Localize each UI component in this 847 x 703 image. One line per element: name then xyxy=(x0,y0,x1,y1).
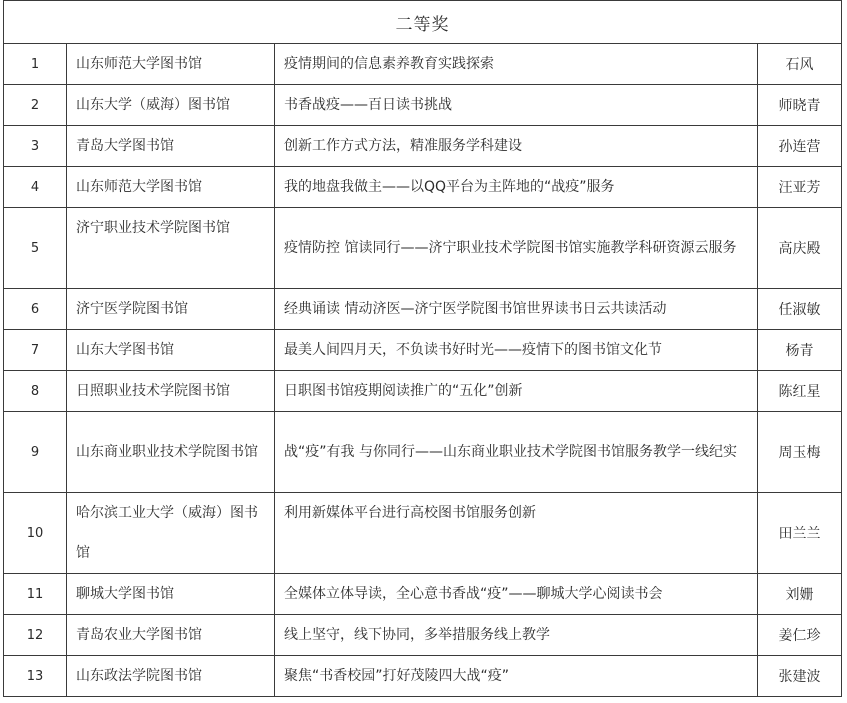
table-row xyxy=(4,615,842,656)
organization-cell: 山东师范大学图书馆 xyxy=(67,167,275,208)
table-row xyxy=(4,330,842,371)
table-title-row xyxy=(4,1,842,44)
row-number: 11 xyxy=(4,574,67,615)
table-row xyxy=(4,574,842,615)
table-row xyxy=(4,656,842,697)
project-cell: 聚焦“书香校园”打好茂陵四大战“疫” xyxy=(275,656,758,697)
award-table xyxy=(3,0,842,697)
organization-cell: 济宁职业技术学院图书馆 xyxy=(67,208,275,289)
project-cell: 疫情期间的信息素养教育实践探索 xyxy=(275,44,758,85)
row-number: 8 xyxy=(4,371,67,412)
project-cell: 疫情防控 馆读同行——济宁职业技术学院图书馆实施教学科研资源云服务 xyxy=(275,208,758,289)
row-number: 13 xyxy=(4,656,67,697)
row-number: 9 xyxy=(4,412,67,493)
organization-cell: 青岛农业大学图书馆 xyxy=(67,615,275,656)
row-number: 6 xyxy=(4,289,67,330)
project-cell: 利用新媒体平台进行高校图书馆服务创新 xyxy=(275,493,758,574)
project-cell: 我的地盘我做主——以QQ平台为主阵地的“战疫”服务 xyxy=(275,167,758,208)
project-cell: 最美人间四月天，不负读书好时光——疫情下的图书馆文化节 xyxy=(275,330,758,371)
table-row xyxy=(4,412,842,493)
row-number: 7 xyxy=(4,330,67,371)
organization-cell: 山东商业职业技术学院图书馆 xyxy=(67,412,275,493)
organization-cell: 济宁医学院图书馆 xyxy=(67,289,275,330)
project-cell: 创新工作方式方法，精准服务学科建设 xyxy=(275,126,758,167)
table-row xyxy=(4,371,842,412)
table-row xyxy=(4,167,842,208)
person-cell: 高庆殿 xyxy=(758,208,842,289)
person-cell: 陈红星 xyxy=(758,371,842,412)
person-cell: 杨青 xyxy=(758,330,842,371)
organization-cell: 哈尔滨工业大学（威海）图书馆 xyxy=(67,493,275,574)
project-cell: 战“疫”有我 与你同行——山东商业职业技术学院图书馆服务教学一线纪实 xyxy=(275,412,758,493)
row-number: 10 xyxy=(4,493,67,574)
project-cell: 经典诵读 情动济医—济宁医学院图书馆世界读书日云共读活动 xyxy=(275,289,758,330)
organization-cell: 聊城大学图书馆 xyxy=(67,574,275,615)
person-cell: 田兰兰 xyxy=(758,493,842,574)
project-cell: 日职图书馆疫期阅读推广的“五化”创新 xyxy=(275,371,758,412)
person-cell: 孙连营 xyxy=(758,126,842,167)
table-row xyxy=(4,126,842,167)
row-number: 4 xyxy=(4,167,67,208)
project-cell: 书香战疫——百日读书挑战 xyxy=(275,85,758,126)
person-cell: 姜仁珍 xyxy=(758,615,842,656)
table-row xyxy=(4,208,842,289)
project-cell: 全媒体立体导读，全心意书香战“疫”——聊城大学心阅读书会 xyxy=(275,574,758,615)
row-number: 12 xyxy=(4,615,67,656)
row-number: 1 xyxy=(4,44,67,85)
person-cell: 刘姗 xyxy=(758,574,842,615)
person-cell: 张建波 xyxy=(758,656,842,697)
organization-cell: 日照职业技术学院图书馆 xyxy=(67,371,275,412)
row-number: 5 xyxy=(4,208,67,289)
person-cell: 周玉梅 xyxy=(758,412,842,493)
section-title: 二等奖 xyxy=(4,1,842,44)
organization-cell: 山东大学图书馆 xyxy=(67,330,275,371)
person-cell: 师晓青 xyxy=(758,85,842,126)
person-cell: 石风 xyxy=(758,44,842,85)
organization-cell: 山东大学（威海）图书馆 xyxy=(67,85,275,126)
table-row xyxy=(4,493,842,574)
table-row xyxy=(4,44,842,85)
row-number: 3 xyxy=(4,126,67,167)
table-row xyxy=(4,289,842,330)
project-cell: 线上坚守，线下协同，多举措服务线上教学 xyxy=(275,615,758,656)
person-cell: 汪亚芳 xyxy=(758,167,842,208)
person-cell: 任淑敏 xyxy=(758,289,842,330)
organization-cell: 山东师范大学图书馆 xyxy=(67,44,275,85)
row-number: 2 xyxy=(4,85,67,126)
table-row xyxy=(4,85,842,126)
organization-cell: 山东政法学院图书馆 xyxy=(67,656,275,697)
organization-cell: 青岛大学图书馆 xyxy=(67,126,275,167)
